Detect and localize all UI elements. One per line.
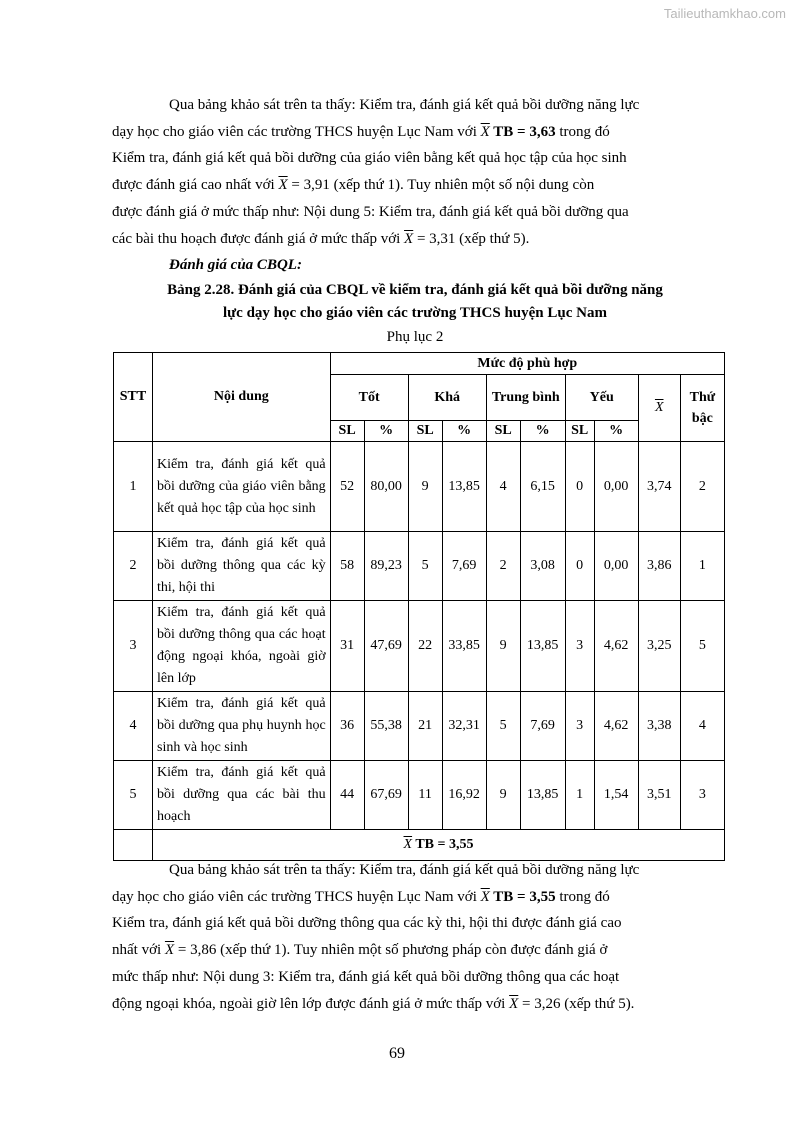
cell-value: 5: [408, 532, 442, 601]
cell-value: 7,69: [442, 532, 486, 601]
header-sl: SL: [486, 421, 520, 442]
cell-mean: 3,38: [638, 692, 680, 761]
summary-cell: [153, 830, 725, 861]
cell-mean: 3,86: [638, 532, 680, 601]
cell-rank: 2: [680, 442, 724, 532]
watermark: Tailieuthamkhao.com: [663, 6, 786, 21]
header-pct: %: [594, 421, 638, 442]
cell-value: 89,23: [364, 532, 408, 601]
cell-value: 36: [330, 692, 364, 761]
cell-value: 5: [486, 692, 520, 761]
cell-content: Kiểm tra, đánh giá kết quả bồi dưỡng qua các bài thu hoạch: [153, 761, 331, 830]
cell-stt: 1: [114, 442, 153, 532]
cell-value: 11: [408, 761, 442, 830]
cell-value: 0,00: [594, 442, 638, 532]
cell-value: 9: [408, 442, 442, 532]
cell-value: 4,62: [594, 601, 638, 692]
cell-stt: 3: [114, 601, 153, 692]
xbar-symbol: $\overline{X}$: [404, 230, 414, 247]
cell-value: 47,69: [364, 601, 408, 692]
summary-empty-cell: [114, 830, 153, 861]
cell-value: 3: [565, 601, 594, 692]
paragraph-1: [112, 92, 718, 252]
cell-rank: 3: [680, 761, 724, 830]
cell-content: Kiểm tra, đánh giá kết quả bồi dưỡng của giáo viên bằng kết quả học tập của học sinh: [153, 442, 331, 532]
para1-text: được đánh giá cao nhất với: [112, 177, 279, 194]
cell-value: 80,00: [364, 442, 408, 532]
para2-text: dạy học cho giáo viên các trường THCS huyện Lục Nam với: [112, 888, 481, 905]
para1-line: [112, 172, 718, 199]
para2-text: = 3,86 (xếp thứ 1). Tuy nhiên một số phương pháp còn được đánh giá ở: [174, 942, 608, 959]
table-row: [114, 761, 725, 830]
cell-mean: 3,74: [638, 442, 680, 532]
cell-rank: 5: [680, 601, 724, 692]
survey-table: [113, 352, 725, 861]
cell-value: 21: [408, 692, 442, 761]
header-pct: %: [364, 421, 408, 442]
para1-line: [112, 119, 718, 146]
table-caption-line2: lực dạy học cho giáo viên các trường THCS huyện Lục Nam: [223, 305, 607, 321]
cell-value: 13,85: [520, 601, 565, 692]
table-row: [114, 692, 725, 761]
header-sl: SL: [565, 421, 594, 442]
header-kha: Khá: [408, 375, 486, 421]
cell-value: 22: [408, 601, 442, 692]
header-level: Mức độ phù hợp: [330, 353, 724, 375]
table-subcaption: Phụ lục 2: [386, 329, 444, 345]
cell-value: 55,38: [364, 692, 408, 761]
xbar-symbol: $\overline{X}$: [164, 942, 175, 959]
cell-value: 9: [486, 761, 520, 830]
cell-rank: 1: [680, 532, 724, 601]
cell-mean: 3,25: [638, 601, 680, 692]
cell-value: 3: [565, 692, 594, 761]
para2-line: Kiểm tra, đánh giá kết quả bồi dưỡng thông qua các kỳ thi, hội thi được đánh giá cao: [112, 915, 622, 932]
cell-value: 67,69: [364, 761, 408, 830]
cell-value: 13,85: [442, 442, 486, 532]
cell-content: Kiểm tra, đánh giá kết quả bồi dưỡng qua phụ huynh học sinh và học sinh: [153, 692, 331, 761]
table-row: [114, 601, 725, 692]
cell-value: 4: [486, 442, 520, 532]
cell-mean: 3,51: [638, 761, 680, 830]
cell-value: 0: [565, 532, 594, 601]
cell-value: 1,54: [594, 761, 638, 830]
para2-line: mức thấp như: Nội dung 3: Kiểm tra, đánh giá kết quả bồi dưỡng thông qua các hoạt: [112, 968, 620, 985]
cell-value: 52: [330, 442, 364, 532]
para1-text: trong đó: [555, 123, 610, 140]
para2-text: động ngoại khóa, ngoài giờ lên lớp được đánh giá ở mức thấp với: [112, 995, 510, 1012]
summary-row: [114, 830, 725, 861]
cell-value: 6,15: [520, 442, 565, 532]
cell-value: 1: [565, 761, 594, 830]
xbar-symbol: $\overline{X}$: [278, 177, 288, 194]
para2-text: trong đó: [555, 888, 610, 905]
cell-value: 9: [486, 601, 520, 692]
header-trung-binh: Trung bình: [486, 375, 565, 421]
para1-text: = 3,31 (xếp thứ 5).: [413, 230, 530, 247]
page-number: 69: [389, 1045, 405, 1062]
para2-line: Qua bảng khảo sát trên ta thấy: Kiểm tra, đánh giá kết quả bồi dưỡng năng lực: [169, 862, 640, 878]
cell-value: 0: [565, 442, 594, 532]
xbar-symbol: $\overline{X}$: [403, 837, 413, 852]
cell-value: 13,85: [520, 761, 565, 830]
para2-line: [112, 884, 718, 911]
cell-stt: 4: [114, 692, 153, 761]
para1-line: [112, 226, 718, 253]
para2-line: [112, 937, 718, 964]
table-row: [114, 442, 725, 532]
para1-text: các bài thu hoạch được đánh giá ở mức thấp với: [112, 230, 405, 247]
header-xbar: $\overline{X}$: [638, 375, 680, 442]
para1-line: Qua bảng khảo sát trên ta thấy: Kiểm tra, đánh giá kết quả bồi dưỡng năng lực: [169, 97, 640, 113]
header-pct: %: [442, 421, 486, 442]
para2-text: = 3,26 (xếp thứ 5).: [518, 995, 635, 1012]
cell-stt: 5: [114, 761, 153, 830]
cell-content: Kiểm tra, đánh giá kết quả bồi dưỡng thông qua các hoạt động ngoại khóa, ngoài giờ lên lớp: [153, 601, 331, 692]
cell-value: 31: [330, 601, 364, 692]
para1-line: Kiểm tra, đánh giá kết quả bồi dưỡng của giáo viên bằng kết quả học tập của học sinh: [112, 150, 627, 167]
cell-stt: 2: [114, 532, 153, 601]
xbar-symbol: $\overline{X}$: [509, 995, 519, 1012]
header-stt: STT: [114, 353, 153, 442]
cell-value: 3,08: [520, 532, 565, 601]
cell-content: Kiểm tra, đánh giá kết quả bồi dưỡng thông qua các kỳ thi, hội thi: [153, 532, 331, 601]
paragraph-2: [112, 857, 718, 1017]
para2-text: nhất với: [112, 942, 165, 959]
cell-value: 2: [486, 532, 520, 601]
table-caption-line1: Bảng 2.28. Đánh giá của CBQL về kiểm tra, đánh giá kết quả bồi dưỡng năng: [167, 282, 663, 298]
header-content: Nội dung: [153, 353, 331, 442]
header-sl: SL: [330, 421, 364, 442]
cell-value: 4,62: [594, 692, 638, 761]
cell-value: 7,69: [520, 692, 565, 761]
cell-value: 0,00: [594, 532, 638, 601]
mean-total: TB = 3,55: [489, 888, 556, 905]
header-sl: SL: [408, 421, 442, 442]
para1-text: = 3,91 (xếp thứ 1). Tuy nhiên một số nội dung còn: [287, 177, 595, 194]
xbar-symbol: $\overline{X}$: [480, 888, 490, 905]
xbar-symbol: $\overline{X}$: [480, 123, 490, 140]
cell-value: 32,31: [442, 692, 486, 761]
header-yeu: Yếu: [565, 375, 638, 421]
cell-value: 58: [330, 532, 364, 601]
header-rank: Thứ bậc: [680, 375, 724, 442]
cell-value: 44: [330, 761, 364, 830]
cell-value: 16,92: [442, 761, 486, 830]
para1-text: dạy học cho giáo viên các trường THCS huyện Lục Nam với: [112, 123, 481, 140]
para1-line: được đánh giá ở mức thấp như: Nội dung 5: Kiểm tra, đánh giá kết quả bồi dưỡng qua: [112, 203, 629, 220]
section-heading: Đánh giá của CBQL:: [169, 257, 302, 273]
table-row: [114, 532, 725, 601]
header-pct: %: [520, 421, 565, 442]
cell-rank: 4: [680, 692, 724, 761]
mean-total: TB = 3,63: [489, 123, 556, 140]
para2-line: [112, 991, 718, 1018]
summary-value: TB = 3,55: [412, 837, 474, 852]
cell-value: 33,85: [442, 601, 486, 692]
header-tot: Tốt: [330, 375, 408, 421]
